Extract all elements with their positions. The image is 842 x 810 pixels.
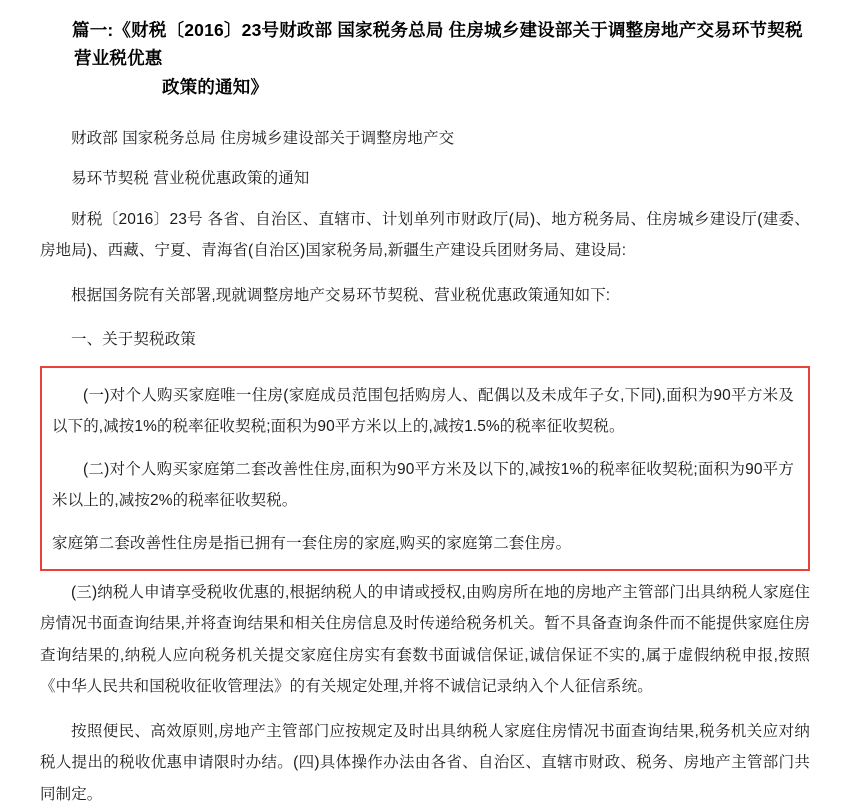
page-title: [40, 16, 810, 101]
doc-number-paragraph: 财税〔2016〕23号 各省、自治区、直辖市、计划单列市财政厅(局)、地方税务局、住房城乡建设厅(建委、房地局)、西藏、宁夏、青海省(自治区)国家税务局,新疆生产建设兵团财务局、建设局:: [40, 210, 810, 260]
page-title-line-2: 政策的通知》: [162, 76, 269, 97]
clause-item-2: (二)对个人购买家庭第二套改善性住房,面积为90平方米及以下的,减按1%的税率征收契税;面积为90平方米以上的,减按2%的税率征收契税。: [52, 460, 794, 510]
doc-header-line-2: 易环节契税 营业税优惠政策的通知: [71, 170, 310, 188]
document-body: [40, 123, 810, 810]
clause-item-1: (一)对个人购买家庭唯一住房(家庭成员范围包括购房人、配偶以及未成年子女,下同),面积为90平方米及以下的,减按1%的税率征收契税;面积为90平方米以上的,减按1.5%的税率征收契税。: [52, 386, 794, 436]
clause-note: 家庭第二套改善性住房是指已拥有一套住房的家庭,购买的家庭第二套住房。: [52, 534, 572, 552]
intro-paragraph: 根据国务院有关部署,现就调整房地产交易环节契税、营业税优惠政策通知如下:: [71, 286, 611, 304]
doc-header-line-1: 财政部 国家税务总局 住房城乡建设部关于调整房地产交: [71, 130, 455, 148]
highlighted-clause-box: [40, 366, 810, 571]
clause-item-4: 按照便民、高效原则,房地产主管部门应按规定及时出具纳税人家庭住房情况书面查询结果,税务机关应对纳税人提出的税收优惠申请限时办结。(四)具体操作办法由各省、自治区、直辖市财政、税务、房地产主管部门共同制定。: [40, 722, 810, 803]
page-title-line-1: 篇一:《财税〔2016〕23号财政部 国家税务总局 住房城乡建设部关于调整房地产交易环节契税 营业税优惠: [72, 20, 803, 69]
clause-item-3: (三)纳税人申请享受税收优惠的,根据纳税人的申请或授权,由购房所在地的房地产主管部门出具纳税人家庭住房情况书面查询结果,并将查询结果和相关住房信息及时传递给税务机关。暂不具备查询条件而不能提供家庭住房查询结果的,纳税人应向税务机关提交家庭住房实有套数书面诚信保证,诚信保证不实的,属于虚假纳税申报,按照《中华人民共和国税收征收管理法》的有关规定处理,并将不诚信记录纳入个人征信系统。: [40, 584, 810, 696]
section-one-heading: 一、关于契税政策: [71, 331, 196, 349]
